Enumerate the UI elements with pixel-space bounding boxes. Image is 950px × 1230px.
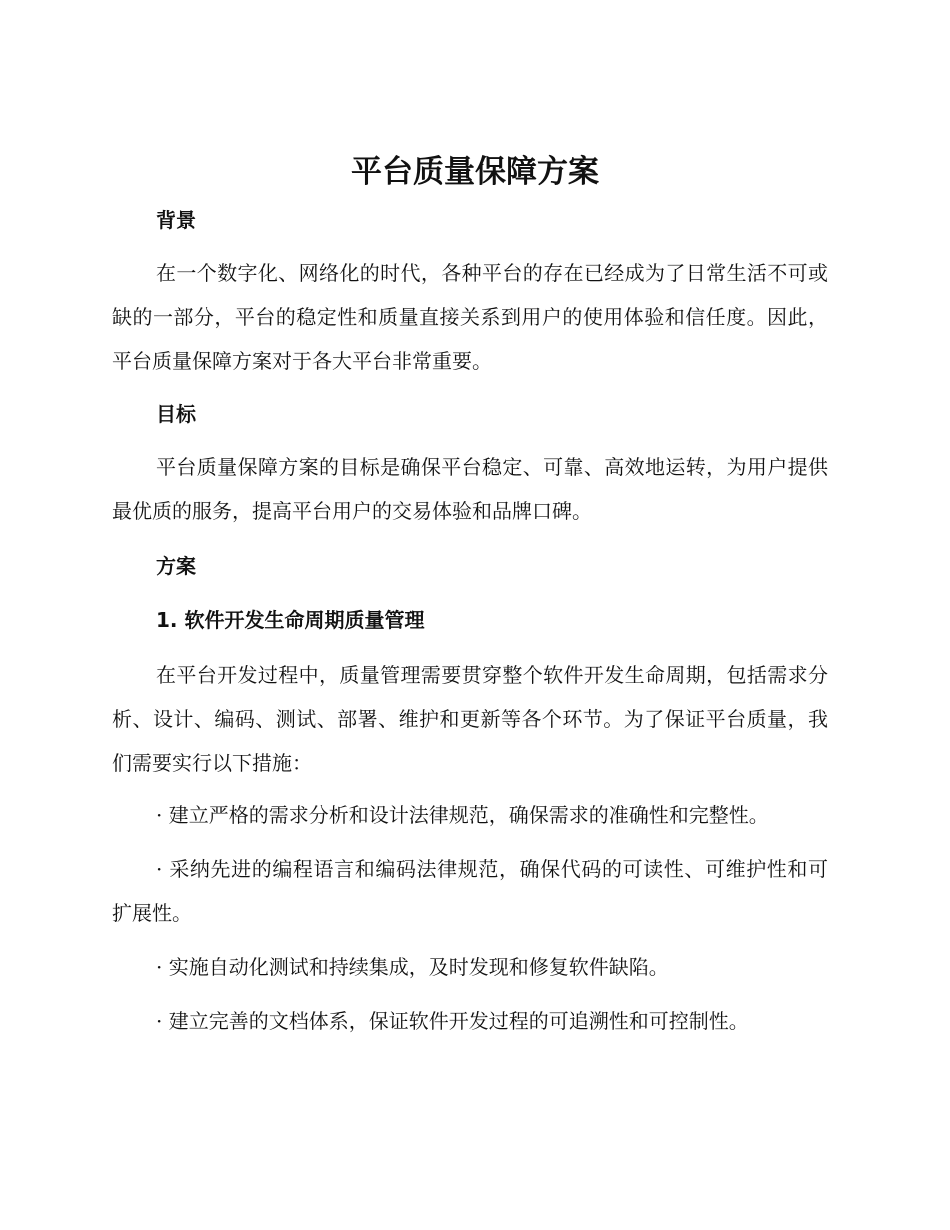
subsection-heading-sdlc: 1. 软件开发生命周期质量管理 — [156, 608, 425, 632]
paragraph-sdlc: 在平台开发过程中，质量管理需要贯穿整个软件开发生命周期，包括需求分析、设计、编码、测试、部署、维护和更新等各个环节。为了保证平台质量，我们需要实行以下措施： — [112, 663, 828, 775]
bullet-item: · 实施自动化测试和持续集成，及时发现和修复软件缺陷。 — [156, 955, 669, 979]
bullet-item: · 采纳先进的编程语言和编码法律规范，确保代码的可读性、可维护性和可扩展性。 — [112, 857, 828, 925]
paragraph-goal: 平台质量保障方案的目标是确保平台稳定、可靠、高效地运转，为用户提供最优质的服务，提高平台用户的交易体验和品牌口碑。 — [112, 455, 828, 523]
bullet-item: · 建立严格的需求分析和设计法律规范，确保需求的准确性和完整性。 — [156, 803, 769, 827]
paragraph-background: 在一个数字化、网络化的时代，各种平台的存在已经成为了日常生活不可或缺的一部分，平台的稳定性和质量直接关系到用户的使用体验和信任度。因此，平台质量保障方案对于各大平台非常重要。 — [112, 261, 828, 373]
bullet-item: · 建立完善的文档体系，保证软件开发过程的可追溯性和可控制性。 — [156, 1009, 749, 1033]
document-title: 平台质量保障方案 — [351, 154, 599, 190]
section-heading-plan: 方案 — [156, 554, 196, 578]
section-heading-goal: 目标 — [156, 402, 196, 426]
section-heading-background: 背景 — [156, 208, 196, 232]
